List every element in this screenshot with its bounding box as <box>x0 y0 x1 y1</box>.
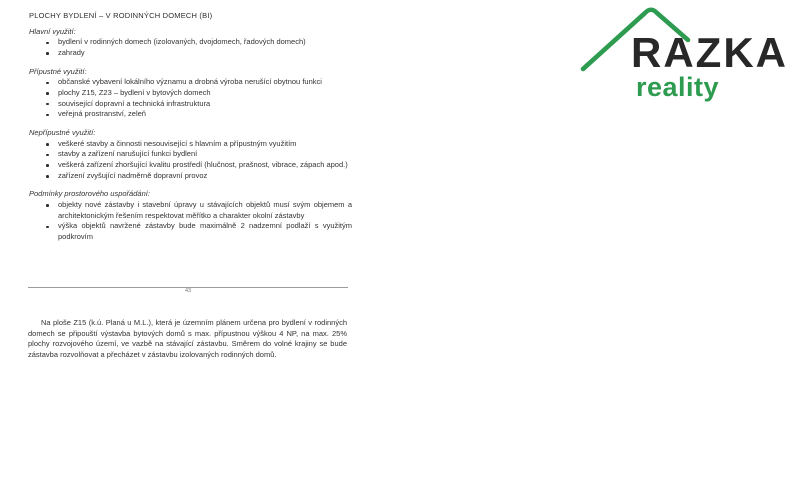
list-item: veřejná prostranství, zeleň <box>29 109 352 120</box>
list-item: bydlení v rodinných domech (izolovaných, dvojdomech, řadových domech) <box>29 37 352 48</box>
section-heading: Přípustné využití: <box>29 66 87 76</box>
list-item: veškeré stavby a činnosti nesouvisející s hlavním a přípustným využitím <box>29 139 352 150</box>
section-nepripustne-vyuziti <box>29 128 352 181</box>
section-heading: Podmínky prostorového uspořádání: <box>29 189 150 199</box>
bullet-list <box>29 139 352 182</box>
list-item: veškerá zařízení zhoršující kvalitu prostředí (hlučnost, prašnost, vibrace, zápach apod.) <box>29 160 352 171</box>
document-body <box>29 11 352 243</box>
section-podminky-usporadani <box>29 189 352 242</box>
list-item: plochy Z15, Z23 – bydlení v bytových domech <box>29 88 352 99</box>
list-item: občanské vybavení lokálního významu a drobná výroba nerušící obytnou funkci <box>29 77 352 88</box>
section-pripustne-vyuziti <box>29 67 352 120</box>
brand-name: RAZKA <box>631 29 788 76</box>
bullet-list <box>29 77 352 120</box>
page-title: PLOCHY BYDLENÍ – V RODINNÝCH DOMECH (BI) <box>29 11 213 20</box>
bullet-list <box>29 37 352 58</box>
list-item: objekty nové zástavby i stavební úpravy u stávajících objektů musí svým objemem a architektonickým řešením respektovat měřítko a charakter okolní zástavby <box>29 200 352 221</box>
list-item: stavby a zařízení narušující funkci bydlení <box>29 149 352 160</box>
page-number: 43 <box>184 288 192 294</box>
closing-paragraph: Na ploše Z15 (k.ú. Planá u M.L.), která je územním plánem určena pro bydlení v rodinných domech se připouští výstavba bytových domů s max. přípustnou výškou 4 NP, na max. 25% plochy rozvojového území, ve vazbě na stávající zástavbu. Směrem do volné krajiny se bude zástavba rozvolňovat a přecházet v zástavbu izolovaných rodinných domů. <box>28 318 347 360</box>
list-item: související dopravní a technická infrastruktura <box>29 99 352 110</box>
bullet-list <box>29 200 352 243</box>
brand-tagline: reality <box>636 72 720 102</box>
brand-logo <box>580 0 796 106</box>
list-item: zahrady <box>29 48 352 59</box>
section-heading: Hlavní využití: <box>29 26 76 36</box>
list-item: výška objektů navržené zástavby bude maximálně 2 nadzemní podlaží s využitým podkrovím <box>29 221 352 242</box>
section-heading: Nepřípustné využití: <box>29 128 96 138</box>
list-item: zařízení zvyšující nadměrně dopravní provoz <box>29 171 352 182</box>
section-hlavni-vyuziti <box>29 27 352 59</box>
